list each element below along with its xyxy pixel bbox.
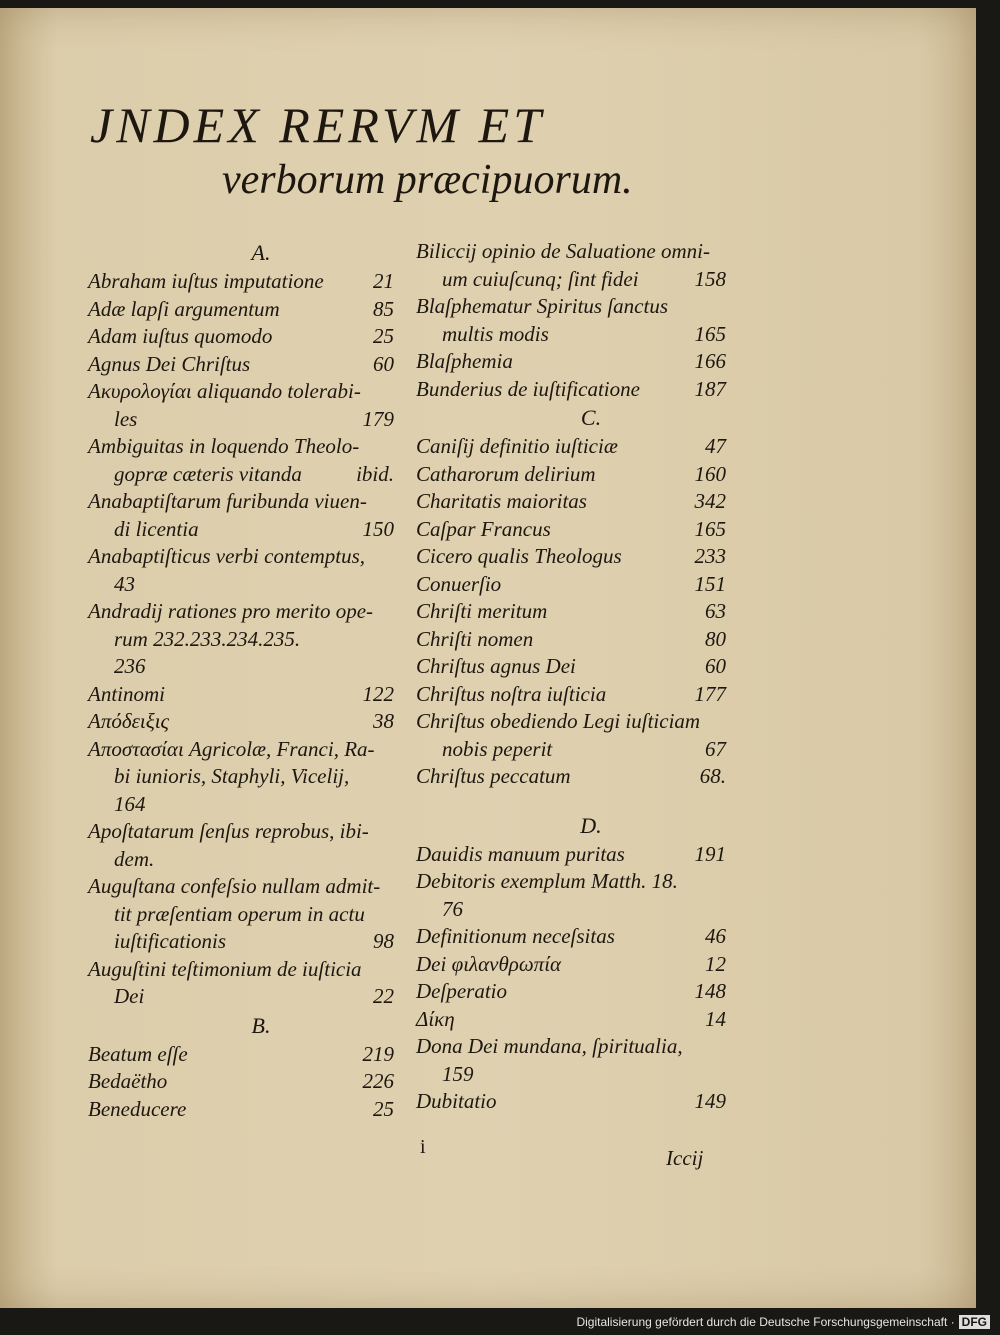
index-entry — [88, 791, 394, 819]
index-column-left — [88, 238, 394, 1123]
index-entry — [88, 351, 394, 379]
entry-term: Chriſtus obediendo Legi iuſticiam — [416, 709, 701, 733]
entry-page-number: 38 — [373, 709, 394, 733]
catchword: Iccij — [666, 1146, 704, 1170]
entry-term: Caſpar Francus — [416, 516, 551, 541]
entry-term: Cicero qualis Theologus — [416, 544, 622, 568]
entry-page-number: 158 — [694, 266, 726, 291]
entry-term: Chriſti meritum — [416, 599, 548, 623]
dfg-logo: DFG — [959, 1315, 990, 1329]
entry-page-number: 98 — [373, 929, 394, 953]
index-entry — [88, 296, 394, 324]
footer-text: Digitalisierung gefördert durch die Deutsche Forschungsgemeinschaft · — [576, 1315, 955, 1329]
entry-continuation: 76 — [442, 896, 463, 921]
entry-term: Conuerſio — [416, 571, 502, 596]
entry-page-number: 85 — [373, 296, 394, 321]
index-entry — [88, 736, 394, 791]
section-gap — [416, 791, 726, 811]
entry-page-number: 219 — [362, 1041, 394, 1066]
index-entry — [416, 433, 726, 461]
entry-page-number: 12 — [705, 951, 726, 976]
index-entry — [416, 376, 726, 404]
entry-page-number: 187 — [694, 376, 726, 401]
entry-continuation: iuſtificationis — [114, 929, 227, 953]
entry-page-number: 179 — [362, 406, 394, 431]
index-entry — [416, 543, 726, 571]
index-entry — [416, 1006, 726, 1034]
entry-page-number: 165 — [694, 516, 726, 541]
index-entry — [416, 923, 726, 951]
section-letter: C. — [580, 405, 602, 430]
section-letter: D. — [580, 812, 602, 838]
entry-continuation: bi iunioris, Staphyli, Vicelij, — [114, 764, 350, 788]
index-column-right — [416, 238, 726, 1116]
entry-continuation: tit præſentiam operum in actu — [114, 901, 365, 926]
digitization-footer — [576, 1315, 990, 1329]
index-entry — [416, 653, 726, 681]
entry-page-number: 47 — [705, 434, 726, 458]
entry-page-number: 191 — [694, 841, 726, 866]
entry-page-number: 122 — [362, 681, 394, 706]
entry-page-number: 21 — [373, 269, 394, 293]
index-entry — [88, 323, 394, 351]
entry-page-number: 226 — [362, 1069, 394, 1093]
index-entry — [416, 488, 726, 516]
index-entry — [88, 268, 394, 296]
section-letter: A. — [251, 240, 271, 265]
entry-term: Biliccij opinio de Saluatione omni- — [416, 239, 710, 263]
index-entry — [416, 681, 726, 709]
entry-continuation: les — [114, 406, 138, 431]
index-entry — [88, 873, 394, 928]
index-entry — [416, 516, 726, 544]
entry-term: Αποστασίαι Agricolæ, Franci, Ra- — [88, 736, 375, 761]
index-entry — [416, 868, 726, 923]
signature-mark: i — [420, 1136, 426, 1158]
index-entry — [88, 928, 394, 956]
entry-term: Definitionum neceſsitas — [416, 924, 615, 948]
index-entry — [88, 1068, 394, 1096]
entry-term: Blaſphematur Spiritus ſanctus — [416, 294, 668, 318]
index-subtitle: verborum præcipuorum. — [222, 157, 633, 203]
entry-term: Δίκη — [416, 1006, 455, 1031]
index-entry — [416, 348, 726, 376]
entry-term: Anabaptiſtarum furibunda viuen- — [88, 489, 367, 513]
index-entry — [88, 1096, 394, 1124]
entry-page-number: 67 — [705, 736, 726, 761]
index-entry — [416, 461, 726, 489]
index-entry — [88, 653, 394, 681]
entry-page-number: 14 — [705, 1006, 726, 1031]
index-entry — [416, 951, 726, 979]
entry-term: Beneducere — [88, 1096, 187, 1121]
entry-continuation: um cuiuſcunq; ſint fidei — [442, 266, 639, 291]
entry-term: Ακυρολογίαι aliquando tolerabi- — [88, 379, 361, 403]
entry-term: Abraham iuſtus imputatione — [88, 269, 324, 293]
entry-term: Andradij rationes pro merito ope- — [88, 599, 374, 623]
entry-page-number: 177 — [694, 681, 726, 706]
entry-page-number: 165 — [694, 321, 726, 346]
entry-page-number: 60 — [373, 351, 394, 376]
book-page — [0, 8, 976, 1308]
entry-page-number: 68. — [699, 764, 726, 788]
entry-term: Dauidis manuum puritas — [416, 841, 625, 866]
entry-term: Debitoris exemplum Matth. 18. — [416, 869, 678, 893]
entry-term: Απόδειξις — [88, 709, 170, 733]
index-entry — [88, 708, 394, 736]
index-entry — [88, 378, 394, 433]
entry-page-number: 148 — [694, 979, 726, 1003]
entry-term: Deſperatio — [416, 979, 507, 1003]
entry-term: Beatum eſſe — [88, 1041, 188, 1066]
entry-continuation: gopræ cæteris vitanda — [114, 461, 302, 486]
entry-continuation: nobis peperit — [442, 736, 553, 761]
entry-term: Blaſphemia — [416, 349, 513, 373]
entry-page-number: 46 — [705, 924, 726, 948]
entry-continuation: multis modis — [442, 321, 549, 346]
entry-term: Chriſti nomen — [416, 626, 534, 651]
index-entry — [88, 543, 394, 598]
entry-term: Chriſtus agnus Dei — [416, 654, 576, 678]
section-letter: B. — [251, 1012, 271, 1038]
index-entry — [416, 1033, 726, 1088]
entry-continuation: 159 — [442, 1061, 474, 1086]
index-entry — [416, 841, 726, 869]
entry-page-number: 166 — [694, 349, 726, 373]
entry-term: Adæ lapſi argumentum — [88, 296, 280, 321]
entry-page-number: 80 — [705, 626, 726, 651]
index-title: JNDEX RERVM ET — [90, 97, 545, 153]
entry-continuation: 43 — [114, 571, 135, 596]
entry-term: Agnus Dei Chriſtus — [88, 351, 251, 376]
index-entry — [416, 571, 726, 599]
entry-term: Adam iuſtus quomodo — [88, 324, 273, 348]
entry-continuation: dem. — [114, 846, 155, 871]
entry-continuation: rum 232.233.234.235. — [114, 626, 301, 651]
entry-page-number: 342 — [694, 489, 726, 513]
entry-term: Bunderius de iuſtificatione — [416, 376, 640, 401]
entry-term: Auguſtini teſtimonium de iuſticia — [88, 956, 362, 981]
index-entry — [88, 433, 394, 488]
entry-term: Dei φιλανθρωπία — [416, 951, 562, 976]
index-entry — [416, 763, 726, 791]
index-entry — [416, 598, 726, 626]
entry-continuation: di licentia — [114, 516, 199, 541]
entry-term: Catharorum delirium — [416, 461, 596, 486]
entry-term: Bedaëtho — [88, 1069, 168, 1093]
entry-page-number: 22 — [373, 984, 394, 1008]
index-entry — [88, 598, 394, 653]
index-entry — [88, 488, 394, 543]
entry-term: Apoſtatarum ſenſus reprobus, ibi- — [88, 819, 369, 843]
entry-page-number: 149 — [694, 1089, 726, 1113]
entry-page-number: 25 — [373, 1096, 394, 1121]
entry-term: Chriſtus peccatum — [416, 764, 571, 788]
index-entry — [416, 708, 726, 763]
entry-term: Charitatis maioritas — [416, 489, 587, 513]
index-entry — [88, 956, 394, 1011]
entry-term: Antinomi — [88, 681, 165, 706]
entry-page-number: ibid. — [356, 461, 394, 486]
index-entry — [416, 293, 726, 348]
index-entry — [416, 238, 726, 293]
entry-page-number: 63 — [705, 599, 726, 623]
entry-page-number: 60 — [705, 654, 726, 678]
entry-continuation: 164 — [114, 791, 146, 816]
entry-continuation: 236 — [114, 654, 146, 678]
entry-page-number: 151 — [694, 571, 726, 596]
index-entry — [416, 978, 726, 1006]
index-entry — [88, 681, 394, 709]
entry-term: Chriſtus noſtra iuſticia — [416, 681, 607, 706]
entry-page-number: 150 — [362, 516, 394, 541]
entry-page-number: 25 — [373, 324, 394, 348]
entry-continuation: Dei — [114, 984, 145, 1008]
entry-term: Ambiguitas in loquendo Theolo- — [88, 434, 360, 458]
entry-term: Anabaptiſticus verbi contemptus, — [88, 544, 366, 568]
index-entry — [416, 1088, 726, 1116]
index-entry — [88, 1041, 394, 1069]
entry-term: Dona Dei mundana, ſpiritualia, — [416, 1034, 683, 1058]
entry-term: Dubitatio — [416, 1089, 497, 1113]
entry-page-number: 160 — [694, 461, 726, 486]
entry-term: Caniſij definitio iuſticiæ — [416, 434, 618, 458]
entry-page-number: 233 — [694, 544, 726, 568]
index-entry — [416, 626, 726, 654]
index-entry — [88, 818, 394, 873]
entry-term: Auguſtana confeſsio nullam admit- — [88, 874, 381, 898]
